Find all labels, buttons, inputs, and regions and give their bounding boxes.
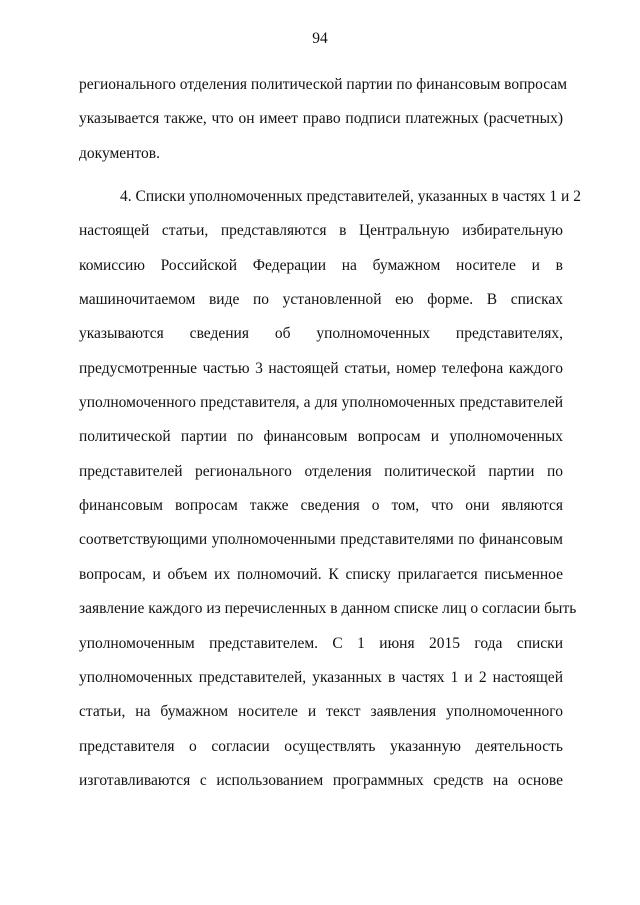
text-line: уполномоченных представителей, указанных в частях 1 и 2 настоящей [79,668,563,686]
text-line: предусмотренные частью 3 настоящей статьи, номер телефона каждого [79,359,563,377]
document-text [79,68,581,798]
text-line: уполномоченным представителем. С 1 июня 2015 года списки [79,634,563,652]
text-line: уполномоченного представителя, а для уполномоченных представителей [79,394,563,412]
text-line: машиночитаемом виде по установленной ею форме. В списках [79,291,563,309]
text-line: настоящей статьи, представляются в Центральную избирательную [79,222,563,240]
text-line: финансовым вопросам также сведения о том, что они являются [79,497,563,515]
page-number: 94 [312,30,328,47]
text-line: комиссию Российской Федерации на бумажном носителе и в [79,256,563,274]
paragraph-start-line: 4. Списки уполномоченных представителей, указанных в частях 1 и 2 [120,188,581,206]
text-line: указывается также, что он имеет право подписи платежных (расчетных) [79,110,563,128]
text-line: документов. [79,144,160,162]
text-line: указываются сведения об уполномоченных представителях, [79,325,563,343]
text-line: представителя о согласии осуществлять указанную деятельность [79,737,563,755]
text-line: регионального отделения политической партии по финансовым вопросам [79,76,568,93]
text-line: соответствующими уполномоченными представителями по финансовым [79,531,563,549]
text-line: политической партии по финансовым вопросам и уполномоченных [79,428,563,446]
text-line: представителей регионального отделения политической партии по [79,462,563,480]
text-line: заявление каждого из перечисленных в данном списке лиц о согласии быть [79,600,577,618]
text-line: вопросам, и объем их полномочий. К списку прилагается письменное [79,565,563,583]
text-line: статьи, на бумажном носителе и текст заявления уполномоченного [79,703,563,721]
text-line: изготавливаются с использованием программных средств на основе [79,771,563,789]
